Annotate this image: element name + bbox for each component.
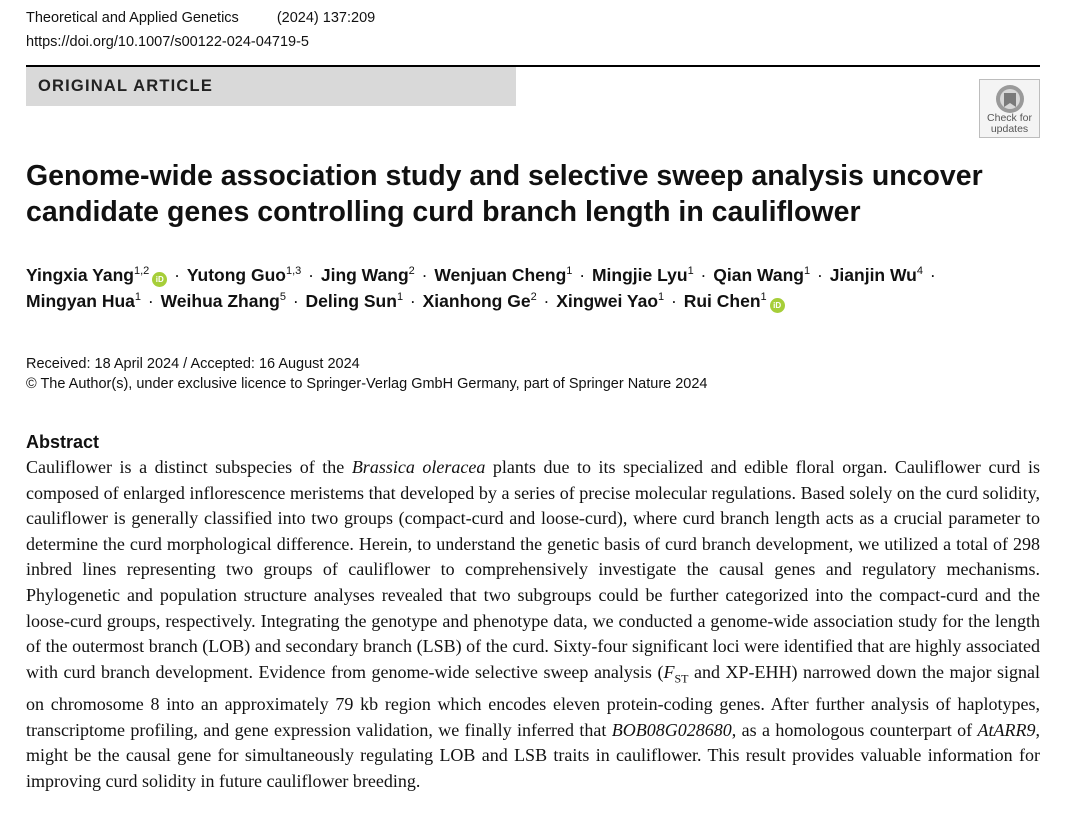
check-updates-line2: updates (990, 123, 1029, 135)
abstract-part-1: Cauliflower is a distinct subspecies of the (26, 457, 352, 477)
author-affiliation: 1 (804, 265, 811, 277)
article-type-banner (26, 67, 516, 106)
author-name: Yutong Guo (186, 265, 286, 285)
copyright-notice: © The Author(s), under exclusive licence to Springer-Verlag GmbH Germany, part of Springer Nature 2024 (26, 376, 708, 392)
abstract-heading: Abstract (26, 432, 100, 452)
author-affiliation: 1,2 (133, 265, 150, 277)
author-separator: · (574, 265, 590, 285)
article-title: Genome-wide association study and selective sweep analysis uncover candidate genes controlling curd branch length in cauliflower (26, 160, 983, 228)
author-affiliation: 1 (687, 265, 694, 277)
abstract-text (26, 455, 1040, 794)
author-affiliation: 1 (566, 265, 573, 277)
author-separator: · (143, 291, 159, 311)
fst-subscript: ST (674, 671, 689, 686)
article-type-label: ORIGINAL ARTICLE (38, 77, 214, 95)
author-separator: · (303, 265, 319, 285)
fst-symbol: F (663, 661, 675, 682)
author-separator: · (812, 265, 828, 285)
check-updates-text (980, 113, 1039, 135)
candidate-gene: BOB08G028680 (611, 719, 732, 740)
author-affiliation: 1 (134, 291, 142, 303)
author-link[interactable] (830, 265, 923, 285)
doi-link[interactable]: https://doi.org/10.1007/s00122-024-04719-5 (26, 34, 309, 50)
author-link[interactable] (321, 265, 415, 285)
publication-dates (26, 354, 708, 394)
author-list (26, 262, 1026, 314)
orcid-icon[interactable]: iD (152, 272, 167, 287)
author-link[interactable] (423, 291, 537, 311)
author-name: Qian Wang (713, 265, 804, 285)
author-separator: · (925, 265, 936, 285)
author-link[interactable] (26, 265, 167, 285)
author-separator: · (405, 291, 421, 311)
author-link[interactable] (187, 265, 301, 285)
author-name: Jing Wang (320, 265, 409, 285)
species-name: Brassica oleracea (351, 457, 486, 477)
author-affiliation: 2 (408, 265, 415, 277)
author-name: Xianhong Ge (422, 291, 531, 311)
homolog-gene: AtARR9 (977, 719, 1036, 740)
author-link[interactable] (684, 291, 785, 311)
abstract-part-3: and XP-EHH) narrowed down the major signal on chromosome 8 into an approximately 79 kb region which encodes eleven protein-coding genes. After further analysis of haplotypes, transcriptome profiling, and gene expression validation, we finally inferred that (26, 661, 1041, 740)
author-name: Jianjin Wu (829, 265, 917, 285)
author-separator: · (538, 291, 555, 311)
author-affiliation: 1 (396, 291, 404, 303)
author-name: Yingxia Yang (26, 265, 134, 285)
author-name: Weihua Zhang (160, 291, 280, 311)
author-separator: · (416, 265, 433, 285)
author-link[interactable] (713, 265, 810, 285)
journal-name: Theoretical and Applied Genetics (26, 10, 239, 26)
author-link[interactable] (592, 265, 694, 285)
author-link[interactable] (26, 291, 141, 311)
author-name: Mingyan Hua (26, 291, 135, 311)
author-affiliation: 1 (760, 291, 767, 303)
abstract-part-5: , might be the causal gene for simultaneously regulating LOB and LSB traits in cauliflower. This result provides valuable information for improving curd solidity in future cauliflower breeding. (26, 719, 1040, 791)
author-affiliation: 1 (658, 291, 665, 303)
author-name: Wenjuan Cheng (434, 265, 567, 285)
author-name: Xingwei Yao (556, 291, 659, 311)
author-name: Mingjie Lyu (591, 265, 688, 285)
author-affiliation: 1,3 (285, 265, 302, 277)
author-separator: · (287, 291, 304, 311)
author-name: Rui Chen (683, 291, 761, 311)
author-affiliation: 4 (916, 265, 923, 277)
author-name: Deling Sun (305, 291, 397, 311)
author-link[interactable] (161, 291, 286, 311)
author-link[interactable] (434, 265, 572, 285)
received-accepted-dates: Received: 18 April 2024 / Accepted: 16 August 2024 (26, 356, 360, 372)
author-link[interactable] (306, 291, 404, 311)
author-separator: · (169, 265, 185, 285)
author-separator: · (695, 265, 712, 285)
crossmark-icon (993, 83, 1027, 115)
abstract-part-4: , as a homologous counterpart of (731, 719, 978, 740)
author-affiliation: 2 (530, 291, 537, 303)
check-updates-line1: Check for (987, 112, 1032, 124)
author-separator: · (666, 291, 682, 311)
check-for-updates-button[interactable] (979, 79, 1040, 138)
abstract-part-2: plants due to its specialized and edible floral organ. Cauliflower curd is composed of enlarged inflorescence meristems that developed by a series of precise molecular regulations. Based solely on the curd solidity, cauliflower is generally classified into two groups (compact-curd and loose-curd), where curd branch length acts as a crucial parameter to determine the curd morphological difference. Herein, to understand the genetic basis of curd branch development, we utilized a total of 298 inbred lines representing two groups of cauliflower to comprehensively investigate the causal genes and regulatory mechanisms. Phylogenetic and population structure analyses revealed that two subgroups could be further categorized into the compact-curd and the loose-curd groups, respectively. Integrating the genotype and phenotype data, we conducted a genome-wide association study for the length of the outermost branch (LOB) and secondary branch (LSB) of the curd. Sixty-four significant loci were identified that are highly associated with curd branch development. Evidence from genome-wide selective sweep analysis ( (26, 457, 1040, 682)
journal-citation-line (26, 10, 375, 26)
author-link[interactable] (556, 291, 664, 311)
volume-info: (2024) 137:209 (276, 10, 376, 26)
author-affiliation: 5 (279, 291, 286, 303)
orcid-icon[interactable]: iD (770, 298, 785, 313)
